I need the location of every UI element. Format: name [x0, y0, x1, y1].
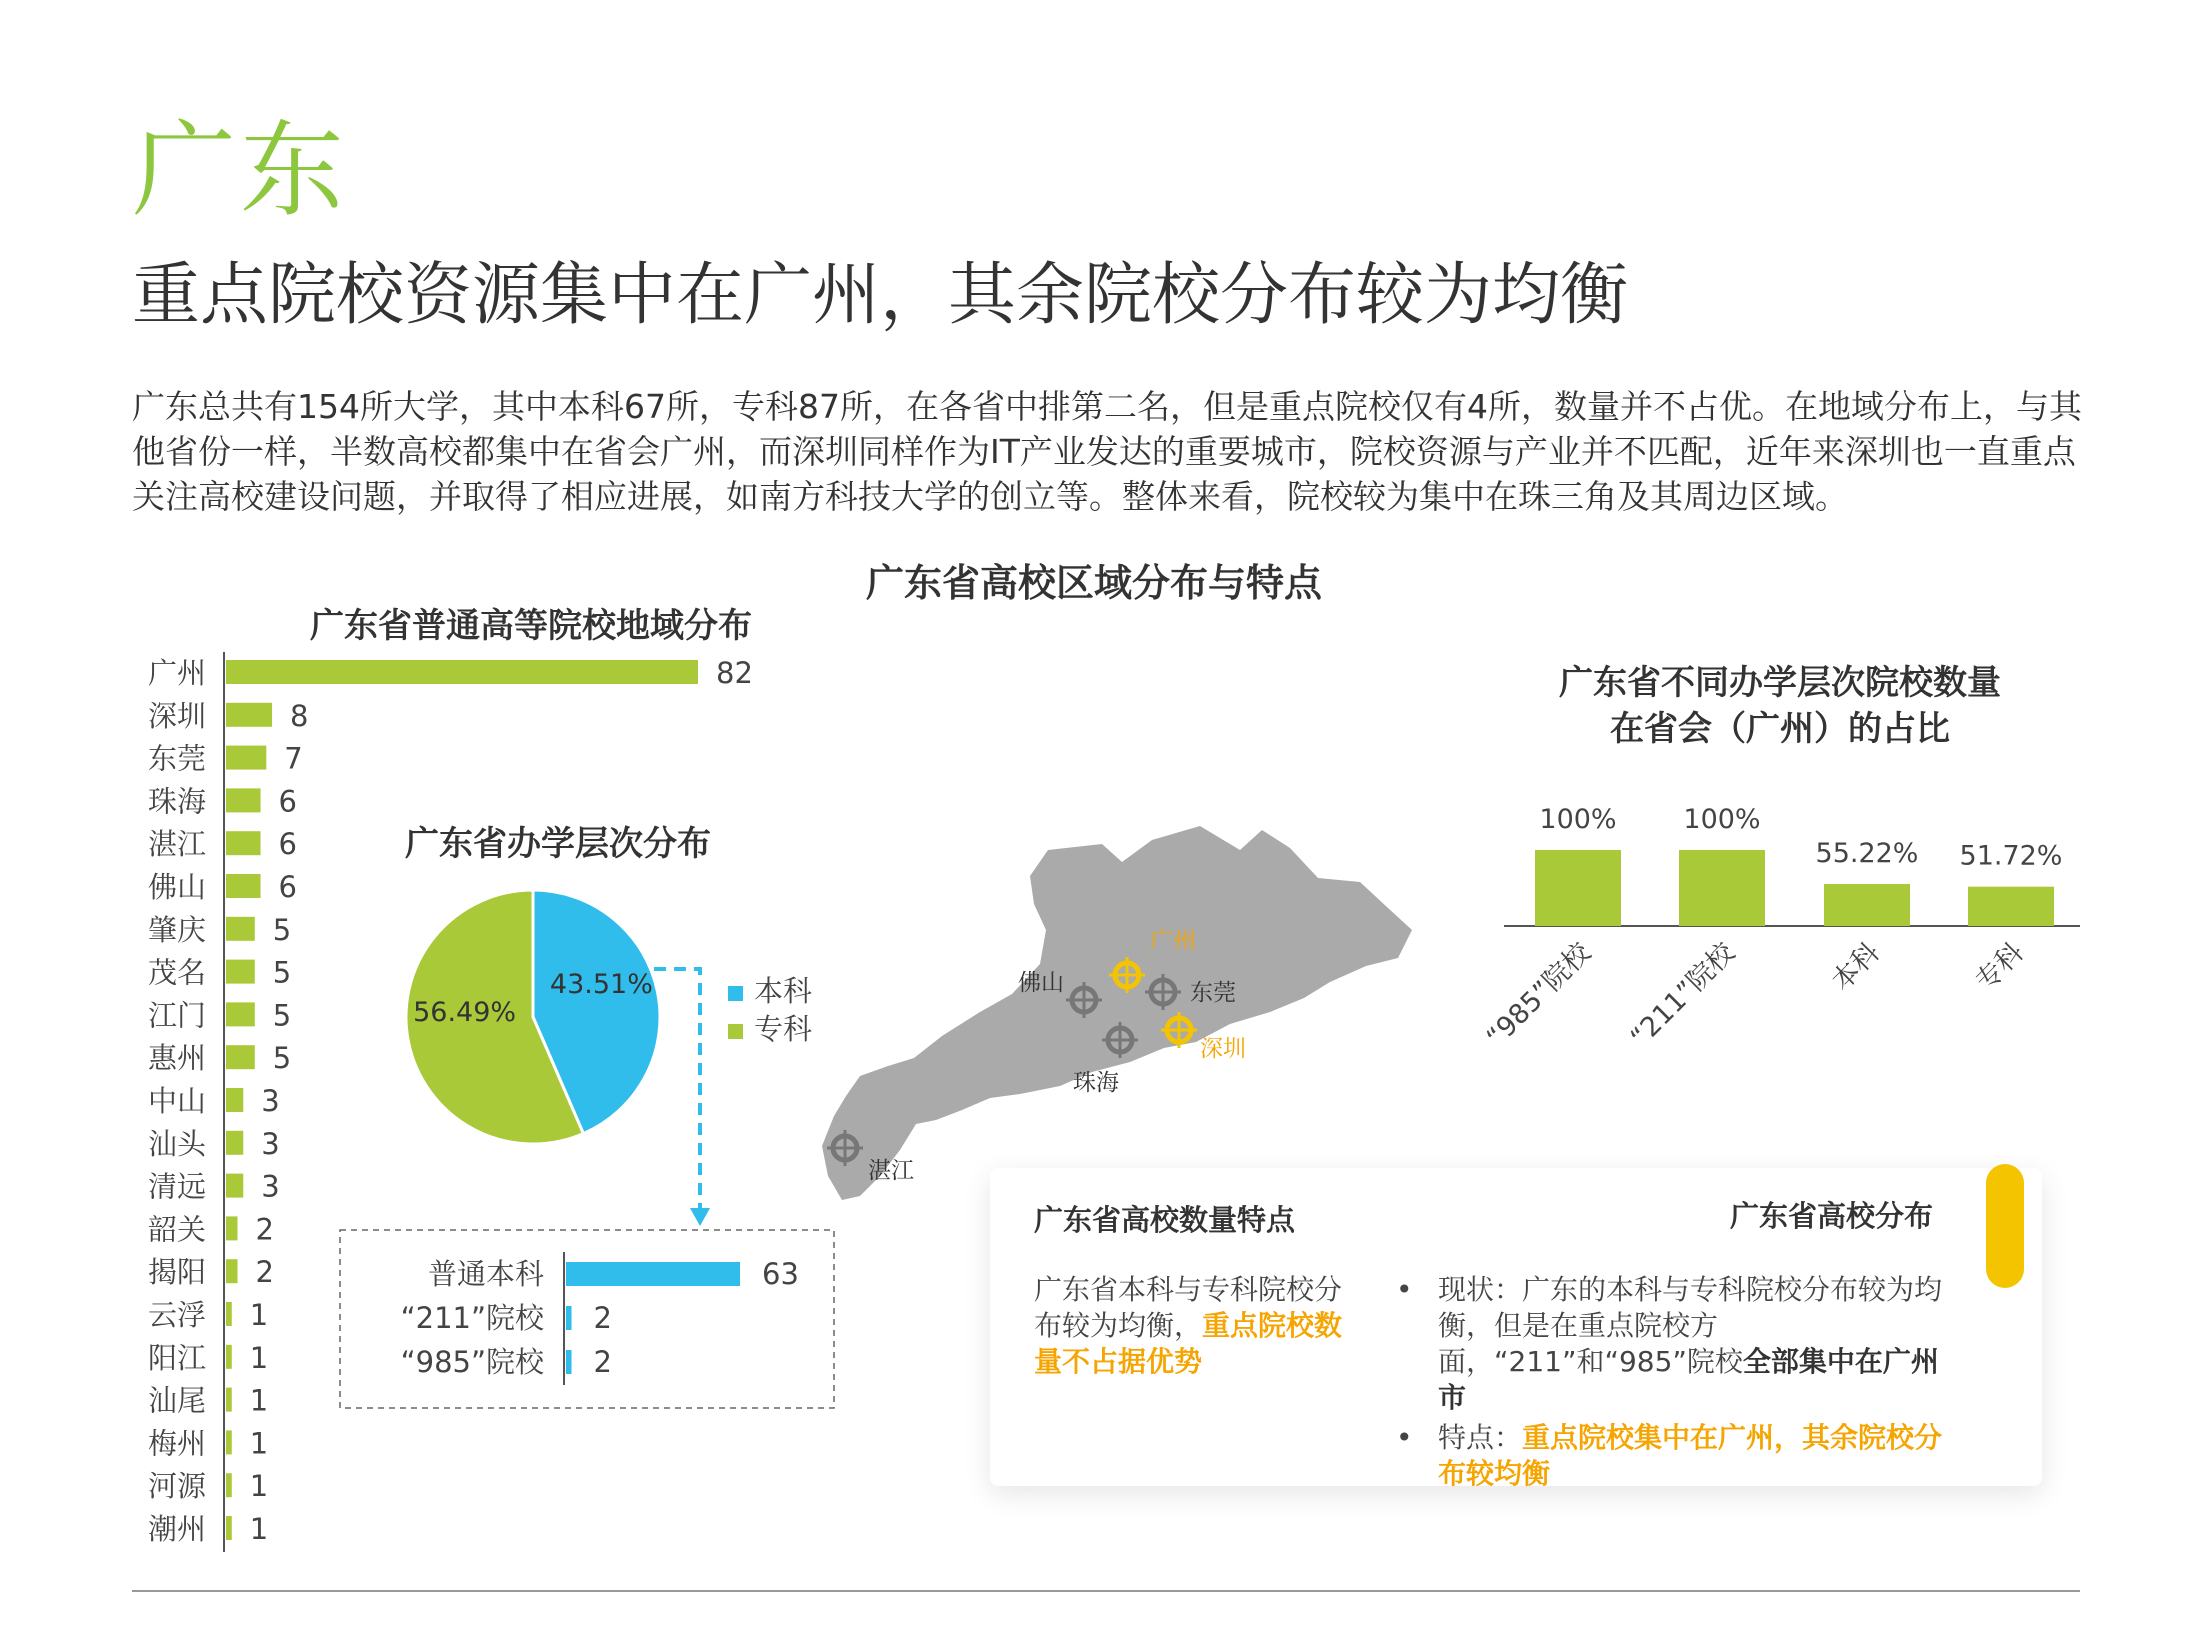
city-tick-label: 中山 — [147, 1084, 206, 1118]
intro-paragraph: 广东总共有154所大学，其中本科67所，专科87所，在各省中排第二名，但是重点院校仅有4所，数量并不占优。在地域分布上，与其他省份一样，半数高校都集中在省会广州，而深圳同样作为IT产业发达的重要城市，院校资源与产业并不匹配，近年来深圳也一直重点关注高校建设问题，并取得了相应进展，如南方科技大学的创立等。整体来看，院校较为集中在珠三角及其周边区域。 — [132, 387, 2082, 516]
capital-share-value-label: 100% — [1539, 804, 1617, 835]
city-bar — [226, 1174, 243, 1198]
city-tick-label: 湛江 — [147, 827, 206, 862]
city-value-label: 1 — [249, 1469, 269, 1504]
capital-share-bar — [1679, 850, 1765, 926]
capital-share-tick-label: “985”院校 — [1480, 937, 1597, 1054]
connector-arrow-head — [690, 1208, 710, 1226]
city-value-label: 2 — [255, 1255, 274, 1290]
city-value-label: 6 — [278, 870, 297, 904]
city-bar — [226, 1216, 238, 1240]
capital-share-bar — [1824, 884, 1910, 926]
city-bar — [226, 1045, 255, 1069]
city-value-label: 6 — [278, 784, 297, 819]
city-bar — [226, 1131, 243, 1155]
city-value-label: 5 — [272, 955, 292, 990]
bullet-2-highlight: 重点院校集中在广州，其余院校分布较均衡 — [1438, 1421, 1943, 1490]
bachelor-value-label: 63 — [762, 1257, 799, 1291]
city-tick-label: 江门 — [147, 998, 206, 1033]
city-tick-label: 汕头 — [147, 1126, 206, 1161]
bullet-dot: • — [1396, 1273, 1413, 1306]
city-value-label: 7 — [284, 741, 303, 776]
city-tick-label: 梅州 — [147, 1426, 206, 1461]
capital-share-tick-label: “211”院校 — [1624, 937, 1741, 1054]
city-tick-label: 汕尾 — [147, 1383, 206, 1418]
city-bar — [226, 1388, 232, 1412]
city-tick-label: 韶关 — [147, 1212, 206, 1247]
city-bar — [226, 1259, 238, 1283]
capital-share-tick-label: 本科 — [1825, 937, 1886, 998]
city-bar — [226, 960, 255, 984]
city-tick-label: 佛山 — [147, 870, 206, 904]
city-tick-label: 清远 — [147, 1169, 206, 1204]
capital-share-value-label: 51.72% — [1959, 840, 2063, 872]
city-value-label: 3 — [261, 1169, 280, 1204]
city-bar — [226, 703, 272, 727]
city-value-label: 5 — [272, 998, 292, 1033]
map-city-label: 珠海 — [1073, 1070, 1119, 1096]
city-bar — [226, 1473, 232, 1497]
city-value-label: 1 — [249, 1426, 269, 1461]
pie-legend-label: 专科 — [754, 1012, 813, 1046]
city-tick-label: 阳江 — [147, 1340, 206, 1375]
capital-share-value-label: 55.22% — [1815, 838, 1919, 870]
capital-share-bar — [1968, 887, 2054, 926]
city-bar — [226, 1430, 232, 1454]
city-value-label: 1 — [249, 1512, 269, 1546]
capital-share-title-line-1: 广东省不同办学层次院校数量 — [1559, 663, 2001, 703]
city-tick-label: 东莞 — [147, 741, 206, 776]
card-right-title: 广东省高校分布 — [1730, 1199, 1934, 1233]
city-value-label: 5 — [272, 912, 292, 947]
map-city-label: 深圳 — [1200, 1036, 1246, 1062]
bachelor-tick-label: “985”院校 — [400, 1345, 544, 1379]
city-bar — [226, 1088, 243, 1112]
city-tick-label: 肇庆 — [147, 912, 206, 947]
city-value-label: 8 — [290, 698, 309, 733]
city-value-label: 2 — [255, 1212, 274, 1247]
city-value-label: 1 — [249, 1383, 269, 1418]
page-title: 广东 — [132, 109, 349, 231]
map-city-label: 湛江 — [868, 1158, 914, 1184]
bachelor-bar — [566, 1306, 572, 1330]
level-chart-title: 广东省办学层次分布 — [405, 824, 711, 864]
city-tick-label: 惠州 — [147, 1041, 206, 1076]
pie-legend-swatch — [728, 986, 743, 1001]
city-value-label: 5 — [272, 1041, 292, 1076]
bachelor-value-label: 2 — [593, 1345, 612, 1379]
city-bar — [226, 788, 261, 812]
map-city-label: 佛山 — [1018, 970, 1064, 996]
city-bar — [226, 1302, 232, 1326]
pie-value-label: 43.51% — [549, 968, 653, 1000]
map-city-label: 广州 — [1150, 928, 1196, 954]
city-tick-label: 云浮 — [147, 1298, 206, 1332]
bullet-dot: • — [1396, 1421, 1413, 1454]
city-tick-label: 茂名 — [147, 955, 206, 990]
capital-share-tick-label: 专科 — [1969, 937, 2030, 998]
capital-share-bar — [1535, 850, 1621, 926]
card-left-plain: 广东省本科与专科院校分布较为均衡， — [1034, 1273, 1343, 1342]
city-bar — [226, 1002, 255, 1026]
city-tick-label: 广州 — [147, 656, 206, 690]
card-left-title: 广东省高校数量特点 — [1034, 1203, 1296, 1237]
bullet-1-text: 现状：广东的本科与专科院校分布较为均衡，但是在重点院校方面，“211”和“985”院校 — [1438, 1273, 1943, 1378]
city-bar — [226, 746, 266, 770]
map-city-label: 东莞 — [1190, 980, 1236, 1006]
city-tick-label: 深圳 — [147, 698, 206, 733]
pie-value-label: 56.49% — [413, 997, 517, 1029]
bachelor-value-label: 2 — [593, 1301, 612, 1335]
bullet-2-prefix: 特点： — [1438, 1421, 1523, 1454]
capital-share-value-label: 100% — [1683, 804, 1761, 835]
city-bar — [226, 660, 698, 684]
city-bar — [226, 1345, 232, 1369]
city-value-label: 3 — [261, 1084, 280, 1118]
pie-legend-label: 本科 — [754, 974, 813, 1008]
city-value-label: 3 — [261, 1126, 280, 1161]
card-left-highlight: 重点院校数量不占据优势 — [1034, 1309, 1343, 1378]
city-chart-title: 广东省普通高等院校地域分布 — [310, 606, 752, 646]
guangdong-map-shape — [822, 826, 1412, 1200]
section-heading: 广东省高校区域分布与特点 — [866, 561, 1323, 605]
city-bar — [226, 831, 261, 855]
city-bar — [226, 917, 255, 941]
city-tick-label: 河源 — [147, 1469, 206, 1504]
bachelor-bar — [566, 1262, 740, 1286]
bachelor-tick-label: “211”院校 — [400, 1301, 544, 1335]
city-value-label: 82 — [716, 656, 753, 690]
bullet-1-strong: 全部集中在广州市 — [1438, 1345, 1939, 1414]
city-bar — [226, 874, 261, 898]
page-subtitle: 重点院校资源集中在广州，其余院校分布较为均衡 — [132, 256, 1629, 335]
city-tick-label: 珠海 — [147, 784, 206, 819]
capital-share-title-line-2: 在省会（广州）的占比 — [1610, 709, 1950, 749]
pie-legend-swatch — [728, 1024, 743, 1039]
city-tick-label: 揭阳 — [147, 1255, 206, 1290]
city-value-label: 1 — [249, 1298, 269, 1332]
bachelor-bar — [566, 1350, 572, 1374]
city-value-label: 1 — [249, 1340, 269, 1375]
bachelor-tick-label: 普通本科 — [427, 1257, 544, 1291]
city-tick-label: 潮州 — [147, 1512, 206, 1546]
city-bar — [226, 1516, 232, 1540]
city-value-label: 6 — [278, 827, 297, 862]
